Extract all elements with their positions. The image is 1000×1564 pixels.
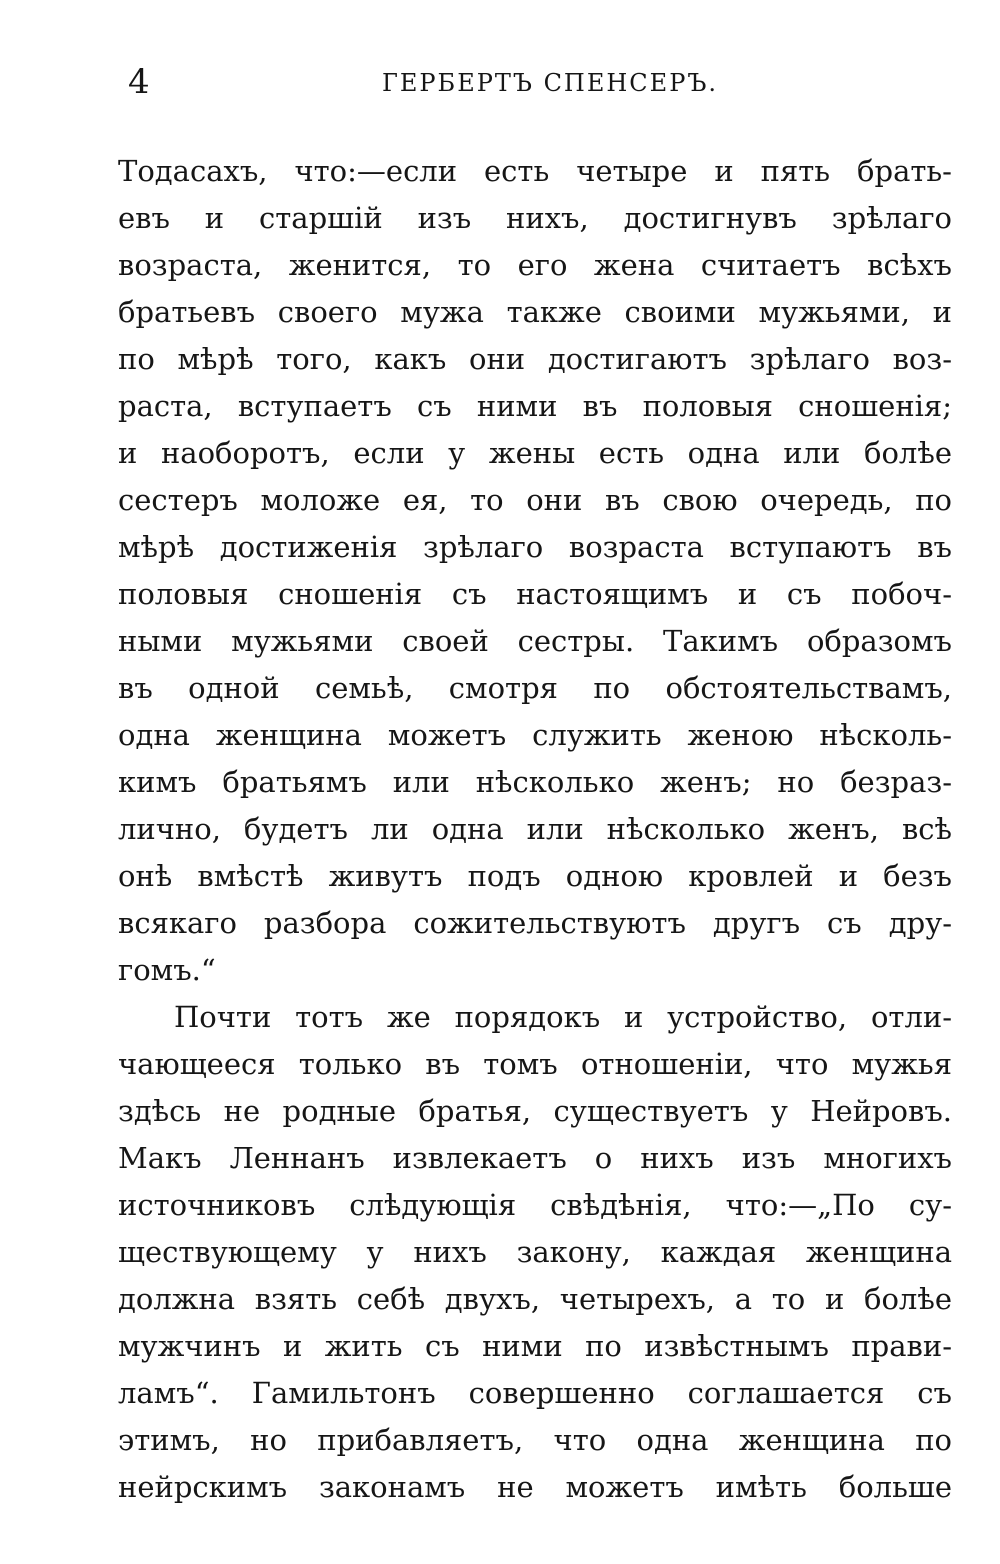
text-line: ламъ“. Гамильтонъ совершенно соглашается съ: [118, 1376, 952, 1410]
text-line: евъ и старшій изъ нихъ, достигнувъ зрѣлаго: [118, 201, 952, 235]
paragraph: [118, 148, 952, 994]
text-line: Тодасахъ, что:—если есть четыре и пять брать-: [118, 154, 952, 188]
text-line: здѣсь не родные братья, существуетъ у Нейровъ.: [118, 1094, 952, 1128]
text-line: одна женщина можетъ служить женою нѣсколь-: [118, 718, 952, 752]
text-line: Почти тотъ же порядокъ и устройство, отли-: [174, 1000, 952, 1034]
text-line: сестеръ моложе ея, то они въ свою очередь, по: [118, 483, 952, 517]
body-text: [118, 148, 952, 1511]
text-line: въ одной семьѣ, смотря по обстоятельствамъ,: [118, 671, 952, 705]
text-line: раста, вступаетъ съ ними въ половыя сношенія;: [118, 389, 952, 423]
text-line: мѣрѣ достиженія зрѣлаго возраста вступаютъ въ: [118, 530, 952, 564]
text-line: и наоборотъ, если у жены есть одна или болѣе: [118, 436, 952, 470]
text-line: половыя сношенія съ настоящимъ и съ побоч-: [118, 577, 952, 611]
text-line: должна взять себѣ двухъ, четырехъ, а то и болѣе: [118, 1282, 952, 1316]
text-line: источниковъ слѣдующія свѣдѣнія, что:—„По су-: [118, 1188, 952, 1222]
text-line: ными мужьями своей сестры. Такимъ образомъ: [118, 624, 952, 658]
text-line: братьевъ своего мужа также своими мужьями, и: [118, 295, 952, 329]
text-line: гомъ.“: [118, 953, 216, 987]
text-line: по мѣрѣ того, какъ они достигаютъ зрѣлаго воз-: [118, 342, 952, 376]
text-line: всякаго разбора сожительствуютъ другъ съ дру-: [118, 906, 952, 940]
text-line: мужчинъ и жить съ ними по извѣстнымъ прави-: [118, 1329, 952, 1363]
running-title: ГЕРБЕРТЪ СПЕНСЕРЪ.: [382, 69, 719, 97]
page-number: 4: [128, 62, 150, 102]
text-line: этимъ, но прибавляетъ, что одна женщина по: [118, 1423, 952, 1457]
text-line: чающееся только въ томъ отношеніи, что мужья: [118, 1047, 952, 1081]
text-line: Макъ Леннанъ извлекаетъ о нихъ изъ многихъ: [118, 1141, 952, 1175]
running-head: [0, 62, 1000, 102]
text-line: лично, будетъ ли одна или нѣсколько женъ, всѣ: [118, 812, 952, 846]
text-line: нейрскимъ законамъ не можетъ имѣть больше: [118, 1470, 952, 1504]
text-line: кимъ братьямъ или нѣсколько женъ; но безраз-: [118, 765, 952, 799]
text-line: возраста, женится, то его жена считаетъ всѣхъ: [118, 248, 952, 282]
paragraph: [118, 994, 952, 1511]
text-line: ществующему у нихъ закону, каждая женщина: [118, 1235, 952, 1269]
text-line: онѣ вмѣстѣ живутъ подъ одною кровлей и безъ: [118, 859, 952, 893]
